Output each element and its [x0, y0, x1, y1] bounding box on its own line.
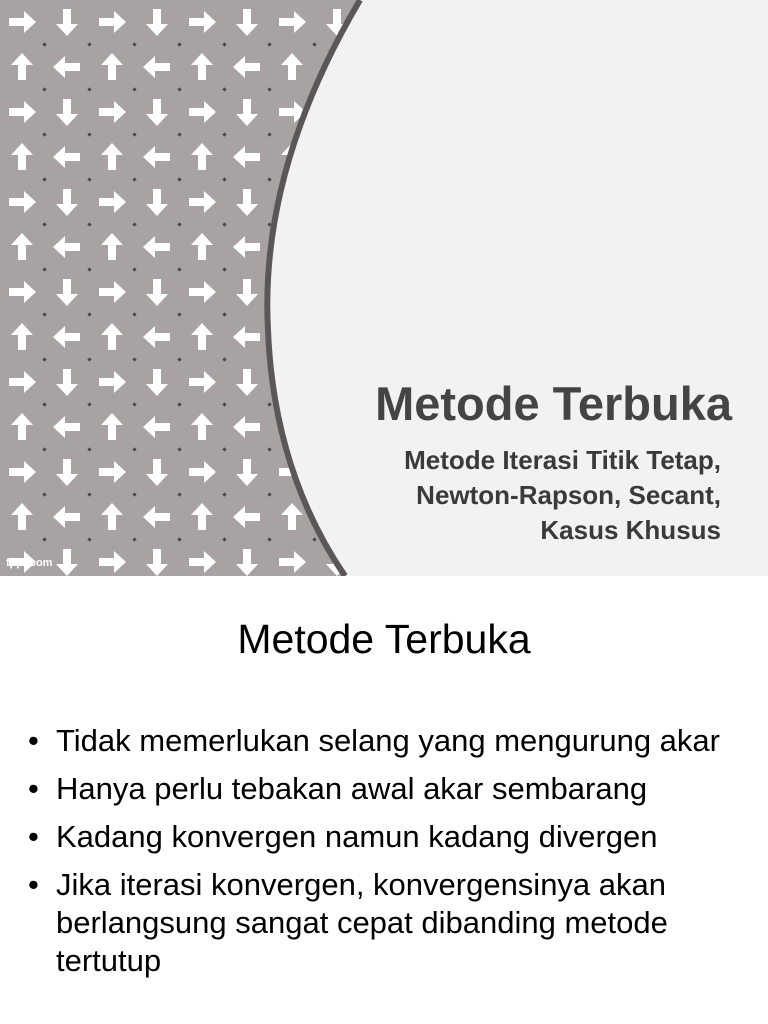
sparkle-dot [312, 267, 316, 271]
arrow-down-icon [326, 369, 348, 396]
slide-subtitle [301, 443, 721, 548]
sparkle-dot [312, 132, 316, 136]
sparkle-dot [357, 87, 361, 91]
bullet-item [28, 722, 748, 760]
bullet-list [28, 722, 748, 990]
subtitle-line: Kasus Khusus [540, 515, 721, 545]
bullet-text: Tidak memerlukan selang yang mengurung akar [56, 723, 720, 758]
arrow-right-icon [279, 191, 306, 213]
arrow-left-icon [323, 326, 350, 348]
bullet-symbol: • [28, 771, 39, 806]
bullet-symbol: • [28, 723, 39, 758]
arrow-down-icon [326, 189, 348, 216]
subtitle-line: Metode Iterasi Titik Tetap, [404, 445, 721, 475]
bullet-item [28, 866, 748, 980]
arrow-left-icon [323, 146, 350, 168]
arrow-left-icon [323, 236, 350, 258]
sparkle-dot [312, 312, 316, 316]
sparkle-dot [312, 402, 316, 406]
sparkle-dot [357, 267, 361, 271]
bullet-text: Jika iterasi konvergen, konvergensinya akan berlangsung sangat cepat dibanding metode tertutup [56, 867, 668, 978]
sparkle-dot [357, 42, 361, 46]
sparkle-dot [357, 402, 361, 406]
arrow-right-icon [279, 281, 306, 303]
sparkle-dot [357, 357, 361, 361]
arrow-up-icon [281, 323, 303, 350]
arrow-down-icon [326, 279, 348, 306]
sparkle-dot [357, 177, 361, 181]
slide-title: Metode Terbuka [375, 377, 732, 430]
sparkle-dot [357, 132, 361, 136]
watermark: fppt.com [6, 557, 53, 569]
bullet-text: Kadang konvergen namun kadang divergen [56, 819, 658, 854]
bullet-item [28, 770, 748, 808]
sparkle-dot [312, 222, 316, 226]
bullet-symbol: • [28, 867, 39, 902]
arrow-down-icon [326, 99, 348, 126]
bullet-symbol: • [28, 819, 39, 854]
bullet-item [28, 818, 748, 856]
sparkle-dot [357, 312, 361, 316]
subtitle-line: Newton-Rapson, Secant, [416, 480, 721, 510]
bullet-text: Hanya perlu tebakan awal akar sembarang [56, 771, 648, 806]
sparkle-dot [312, 177, 316, 181]
sparkle-dot [312, 357, 316, 361]
arrow-right-icon [279, 371, 306, 393]
arrow-up-icon [281, 233, 303, 260]
sparkle-dot [357, 222, 361, 226]
arrow-left-icon [323, 416, 350, 438]
content-slide [0, 576, 768, 1024]
content-title: Metode Terbuka [237, 616, 531, 662]
